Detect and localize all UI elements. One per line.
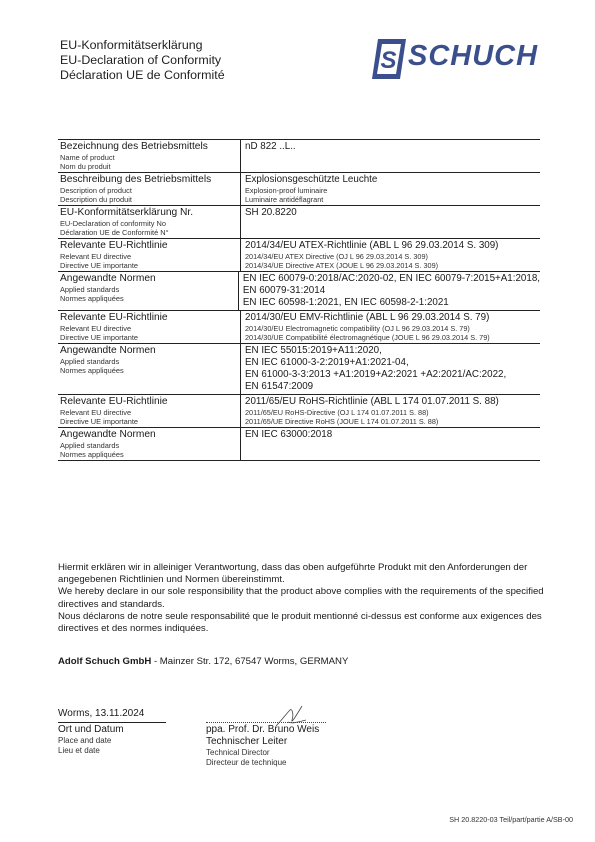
row-label-translation: Nom du produit [60, 162, 111, 171]
place-date-block [58, 708, 168, 756]
row-value: 2011/65/EU RoHS-Richtlinie (ABL L 174 01.07.2011 S. 88) [245, 396, 499, 407]
row-value-cell [241, 311, 540, 343]
row-value-cell [241, 239, 540, 271]
row-label: Relevante EU-Richtlinie [60, 240, 168, 251]
row-value-cell [241, 344, 540, 394]
row-label: EU-Konformitätserklärung Nr. [60, 207, 194, 218]
logo-text: SCHUCH [408, 40, 539, 72]
row-label: Beschreibung des Betriebsmittels [60, 174, 212, 185]
place-date-label-fr: Lieu et date [58, 746, 100, 755]
row-value-translation: Explosion-proof luminaire [245, 186, 328, 195]
row-label: Relevante EU-Richtlinie [60, 312, 168, 323]
place-date-label: Ort und Datum [58, 724, 124, 735]
title-german: EU-Konformitätserklärung [60, 38, 203, 52]
row-value-translation: Luminaire antidéflagrant [245, 195, 324, 204]
company-name: Adolf Schuch GmbH [58, 656, 152, 667]
row-label-cell [58, 239, 241, 271]
row-label-translation: Applied standards [60, 285, 120, 294]
schuch-logo [372, 38, 542, 82]
row-label-translation: Normes appliquées [60, 294, 124, 303]
row-label-translation: Déclaration UE de Conformité N° [60, 228, 169, 237]
table-row [58, 239, 540, 272]
signer-name: ppa. Prof. Dr. Bruno Weis [206, 724, 320, 735]
row-value-cell [241, 428, 540, 460]
row-value: Explosionsgeschützte Leuchte [245, 174, 378, 185]
row-value: EN IEC 61000-3-2:2019+A1:2021-04, [245, 357, 409, 368]
row-value-cell [239, 272, 540, 310]
title-english: EU-Declaration of Conformity [60, 53, 222, 67]
statement-english: We hereby declare in our sole responsibility that the product above complies with the requirements of the specified directives and standards. [58, 586, 544, 610]
row-label-translation: Description of product [60, 186, 132, 195]
row-label-translation: Relevant EU directive [60, 252, 132, 261]
row-value: nD 822 ..L.. [245, 141, 296, 152]
row-label-cell [58, 206, 241, 238]
row-value-cell [241, 206, 540, 238]
place-date-value: Worms, 13.11.2024 [58, 708, 145, 719]
row-value: 2014/30/EU EMV-Richtlinie (ABL L 96 29.03.2014 S. 79) [245, 312, 490, 323]
row-value-translation: 2014/30/UE Compatibilité électromagnétique (JOUE L 96 29.03.2014 S. 79) [245, 333, 490, 342]
row-label-cell [58, 344, 241, 394]
row-label-translation: Normes appliquées [60, 366, 124, 375]
row-label-translation: Description du produit [60, 195, 132, 204]
table-row [58, 272, 540, 311]
row-label-translation: Relevant EU directive [60, 408, 132, 417]
table-row [58, 344, 540, 395]
row-value-cell [241, 140, 540, 172]
signer-block [206, 708, 406, 768]
row-label-translation: Directive UE importante [60, 261, 139, 270]
row-value-translation: 2014/30/EU Electromagnetic compatibility (OJ L 96 29.03.2014 S. 79) [245, 324, 470, 333]
row-label: Angewandte Normen [60, 429, 156, 440]
row-label-translation: Directive UE importante [60, 417, 139, 426]
row-label-cell [58, 395, 241, 427]
row-value-translation: 2011/65/EU RoHS-Directive (OJ L 174 01.07.2011 S. 88) [245, 408, 429, 417]
row-label: Angewandte Normen [60, 345, 156, 356]
signer-title-en: Technical Director [206, 748, 270, 757]
table-row [58, 395, 540, 428]
row-value: EN 60079-31:2014 [242, 285, 326, 296]
row-value: EN IEC 55015:2019+A11:2020, [245, 345, 382, 356]
statement-french: Nous déclarons de notre seule responsabilité que le produit mentionné ci-dessus est conforme aux exigences des directives et des normes indiquées. [58, 610, 542, 635]
row-label-translation: Directive UE importante [60, 333, 139, 342]
row-label-translation: Normes appliquées [60, 450, 124, 459]
row-label-cell [58, 272, 239, 310]
row-value-translation: 2014/34/UE Directive ATEX (JOUE L 96 29.03.2014 S. 309) [245, 261, 439, 270]
row-label-cell [58, 428, 241, 460]
table-row [58, 206, 540, 239]
row-label: Angewandte Normen [60, 273, 156, 284]
row-label-cell [58, 173, 241, 205]
table-row [58, 173, 540, 206]
declaration-statement [58, 562, 558, 635]
row-value-cell [241, 395, 540, 427]
schuch-logo-mark [372, 39, 406, 79]
company-line [58, 656, 348, 667]
row-label: Bezeichnung des Betriebsmittels [60, 141, 208, 152]
row-value-translation: 2011/65/UE Directive RoHS (JOUE L 174 01.07.2011 S. 88) [245, 417, 439, 426]
place-date-line [58, 722, 166, 723]
row-value: SH 20.8220 [245, 207, 297, 218]
row-value: 2014/34/EU ATEX-Richtlinie (ABL L 96 29.03.2014 S. 309) [245, 240, 499, 251]
row-label-translation: EU-Declaration of conformity No [60, 219, 166, 228]
svg-text:S: S [380, 47, 397, 74]
row-label-cell [58, 140, 241, 172]
row-value: EN IEC 60079-0:2018/AC:2020-02, EN IEC 60079-7:2015+A1:2018, [242, 273, 540, 284]
declaration-table [58, 139, 540, 461]
document-reference: SH 20.8220-03 Teil/part/partie A/SB-00 [449, 815, 573, 824]
row-label: Relevante EU-Richtlinie [60, 396, 168, 407]
row-label-translation: Relevant EU directive [60, 324, 132, 333]
row-label-cell [58, 311, 241, 343]
row-label-translation: Name of product [60, 153, 115, 162]
table-row [58, 140, 540, 173]
row-label-translation: Applied standards [60, 357, 120, 366]
title-french: Déclaration UE de Conformité [60, 68, 225, 82]
row-value: EN IEC 60598-1:2021, EN IEC 60598-2-1:2021 [242, 297, 449, 308]
row-value-translation: 2014/34/EU ATEX Directive (OJ L 96 29.03.2014 S. 309) [245, 252, 428, 261]
place-date-label-en: Place and date [58, 736, 112, 745]
table-row [58, 428, 540, 461]
statement-german: Hiermit erklären wir in alleiniger Verantwortung, dass das oben aufgeführte Produkt mit den Anforderungen der angegebenen Richtlinien und Normen übereinstimmt. [58, 562, 528, 586]
document-title [60, 38, 225, 83]
row-label-translation: Applied standards [60, 441, 120, 450]
row-value: EN 61547:2009 [245, 381, 314, 392]
company-address: - Mainzer Str. 172, 67547 Worms, GERMANY [151, 656, 349, 667]
row-value-cell [241, 173, 540, 205]
signature-line [206, 722, 326, 723]
row-value: EN IEC 63000:2018 [245, 429, 333, 440]
signer-title: Technischer Leiter [206, 736, 288, 747]
table-row [58, 311, 540, 344]
row-value: EN 61000-3-3:2013 +A1:2019+A2:2021 +A2:2021/AC:2022, [245, 369, 507, 380]
signer-title-fr: Directeur de technique [206, 758, 287, 767]
